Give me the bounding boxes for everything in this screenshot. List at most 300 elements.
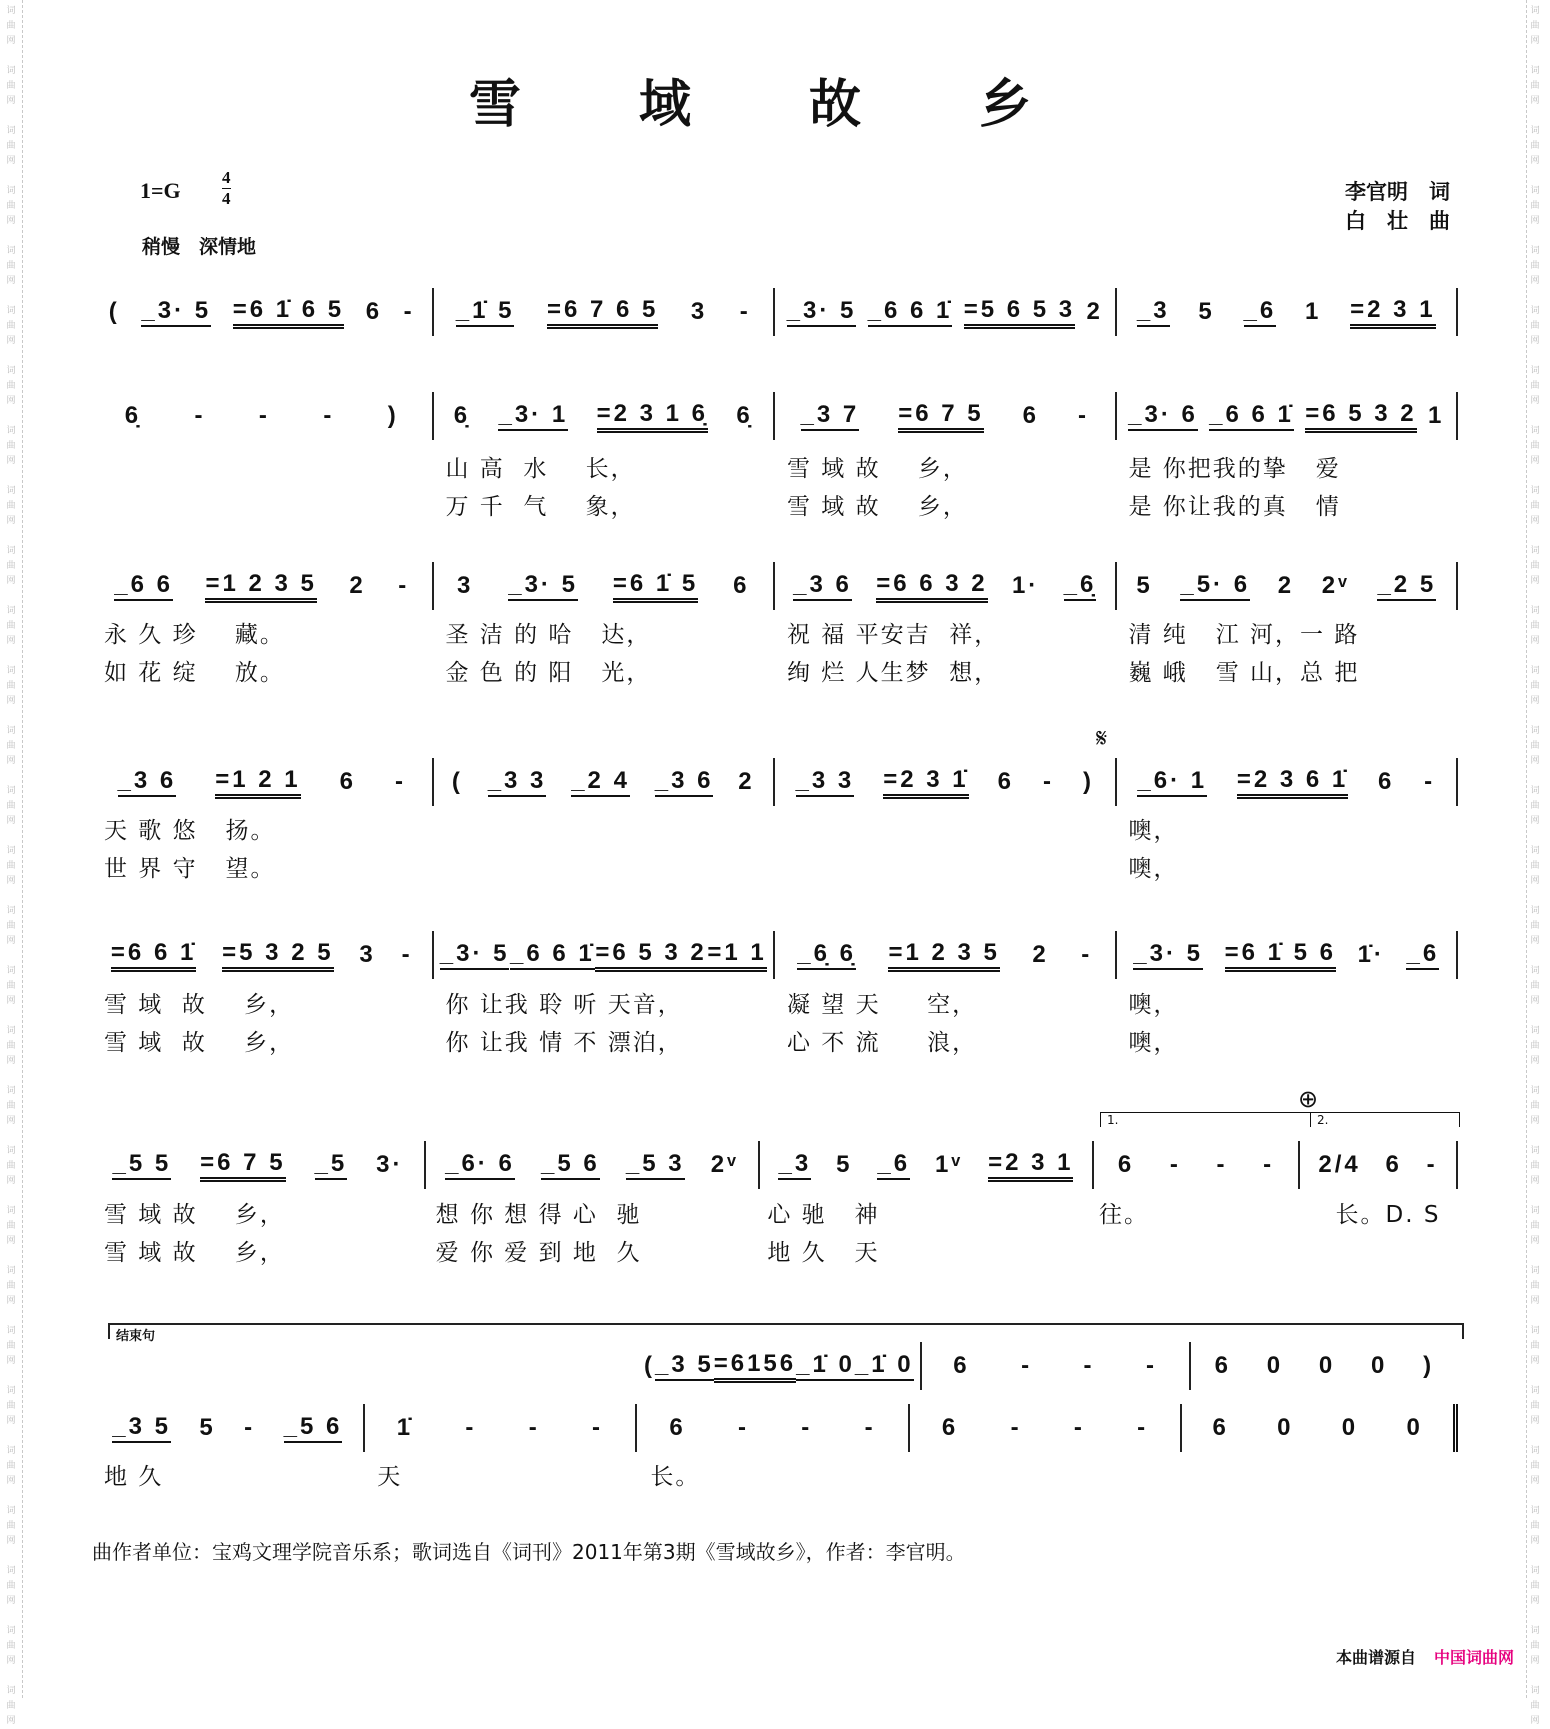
note-group: - [591,1414,603,1441]
measure [434,288,776,336]
note-group: ) [1423,1352,1435,1379]
watermark-text: 词 曲 网 [1530,1446,1540,1486]
lyric-measure: 永 久 珍 藏。 [104,622,285,648]
note-group: _1̇ 0 [855,1351,914,1381]
note-group: 0 [1277,1414,1294,1441]
note-group: - [737,1414,749,1441]
note-group: - [1021,1352,1033,1379]
note-group: 2/4 [1318,1151,1361,1178]
note-group: 2ᵛ [1321,572,1350,599]
note-group: 3 [359,941,376,968]
lyrics-line [92,986,1458,1019]
lyric-measure: 天 歌 悠 扬。 [104,818,276,844]
note-group: =6 7 6 5 [547,296,658,329]
note-group: 5 [836,1151,853,1178]
note-group: - [194,402,206,429]
watermark-text: 词 曲 网 [1530,1386,1540,1426]
note-group: _6̣ 6̣ [797,940,856,970]
note-group: - [1424,768,1436,795]
watermark-text: 词 曲 网 [1530,306,1540,346]
note-group: =6 6 3 2 [876,570,987,603]
note-group: 2 [1086,298,1103,325]
watermark-text: 词 曲 网 [6,1626,16,1666]
note-group: 6 [365,298,383,325]
note-group: 0 [1318,1352,1336,1379]
note-group: =1 1 [707,939,766,972]
measure [910,1404,1183,1452]
measure [1117,758,1459,806]
measure [1117,562,1459,610]
watermark-text: 词 曲 网 [6,1146,16,1186]
lyric-measure [1185,1458,1458,1491]
staff-row [92,296,1458,332]
note-group: 0 [1341,1414,1359,1441]
note-group: ) [387,402,399,429]
lyricist: 李官明 词 [1345,180,1450,204]
note-group: - [394,768,406,795]
lyric-measure: 雪 域 故 乡， [104,1030,295,1056]
note-group: 1̇· [1357,941,1385,968]
watermark-text: 词 曲 网 [1530,246,1540,286]
measure [1182,1404,1458,1452]
watermark-text: 词 曲 网 [6,186,16,226]
watermark-text: 词 曲 网 [6,66,16,106]
composer: 白 壮 曲 [1345,209,1450,233]
lyric-measure: 噢， [1128,1030,1179,1056]
watermark-text: 词 曲 网 [1530,1026,1540,1066]
watermark-text: 词 曲 网 [6,1686,16,1726]
note-group: _3 5 [655,1351,714,1381]
note-group: 0 [1370,1352,1388,1379]
watermark-text: 词 曲 网 [1530,846,1540,886]
note-group: =2 3 1 [988,1149,1073,1182]
watermark-text: 词 曲 网 [6,1266,16,1306]
lyric-measure: 爱 你 爱 到 地 久 [435,1240,642,1266]
note-group: 3· [376,1151,404,1178]
watermark-text: 词 曲 网 [1530,486,1540,526]
note-group: _3· 5 [508,571,578,601]
note-group: 6 [1212,1414,1229,1441]
lyric-measure [912,1458,1185,1491]
staff-row [92,766,1458,802]
measure [1117,288,1459,336]
time-bottom: 4 [222,189,231,208]
note-group: _6· 6 [445,1150,515,1180]
note-group: - [1146,1352,1157,1379]
lyric-measure: 长。D. S [1307,1202,1441,1228]
note-group: =6 7 5 [200,1149,285,1182]
watermark-text: 词 曲 网 [1530,126,1540,166]
note-group: - [739,298,751,325]
staff-row [92,939,1458,975]
note-group: 6 [669,1414,686,1441]
source-label: 本曲谱源自 [1335,1648,1416,1667]
lyric-measure: 噢， [1128,856,1179,882]
lyric-measure: 山 高 水 长， [445,456,636,482]
note-group: _6 6 1̇ [510,940,595,970]
note-group: - [1216,1151,1228,1178]
note-group: 6 [1117,1151,1135,1178]
measure [92,1404,365,1452]
watermark-text: 词 曲 网 [6,666,16,706]
watermark-text: 词 曲 网 [6,486,16,526]
watermark-text: 词 曲 网 [6,1026,16,1066]
measure [1191,1342,1458,1390]
watermark-text: 词 曲 网 [1530,906,1540,946]
lyrics-line [92,850,1458,883]
note-group: _3 6 [118,767,177,797]
note-group: _5 5 [112,1150,171,1180]
measure [434,931,776,979]
lyric-measure: 地 久 天 [767,1240,880,1266]
watermark-text: 词 曲 网 [6,1386,16,1426]
left-margin-line [22,0,23,1698]
note-group: _3 6 [655,767,714,797]
watermark-text: 词 曲 网 [6,1446,16,1486]
measure [92,392,434,440]
watermark-text: 词 曲 网 [6,606,16,646]
lyric-measure: 噢， [1128,818,1179,844]
measure [760,1141,1094,1189]
note-group: _3 [1137,297,1170,327]
note-group: - [1073,1414,1085,1441]
note-group: - [403,298,415,325]
note-group: - [1137,1414,1149,1441]
measure [365,1404,638,1452]
note-group: 1· [1011,572,1040,599]
measure [434,562,776,610]
lyrics-line [92,1458,1458,1491]
lyric-measure: 凝 望 天 空， [787,992,978,1018]
note-group: - [1077,402,1089,429]
note-group: 6̣ [453,402,471,429]
staff-row [92,400,1458,436]
note-group: 6 [733,572,750,599]
lyric-measure: 噢， [1128,992,1179,1018]
note-group: _5· 6 [1180,571,1250,601]
note-group: =5 3 2 5 [222,939,333,972]
measure [426,1141,760,1189]
watermark-text: 词 曲 网 [6,6,16,46]
note-group: _3 7 [801,401,860,431]
lyric-measure: 世 界 守 望。 [104,856,276,882]
right-margin-line [1526,0,1527,1698]
measure [922,1342,1191,1390]
note-group: 2ᵛ [710,1151,739,1178]
note-group: ( [108,298,120,325]
note-group: _2 4 [571,767,630,797]
lyric-measure [92,488,434,521]
watermark-text: 词 曲 网 [6,246,16,286]
measure [775,562,1117,610]
note-group: 6 [1378,768,1395,795]
note-group: 6 [941,1414,959,1441]
note-group: =1 2 1 [215,766,300,799]
lyric-measure: 心 不 流 浪， [787,1030,978,1056]
watermark-text: 词 曲 网 [6,1206,16,1246]
note-group: - [1426,1151,1438,1178]
watermark-text: 词 曲 网 [6,966,16,1006]
note-group: 1 [1427,402,1445,429]
ending-upper-row [638,1350,1458,1386]
watermark-text: 词 曲 网 [1530,426,1540,466]
tempo-marking: 稍慢 深情地 [142,236,257,258]
note-group: 2 [738,768,755,795]
lyrics-line [92,488,1458,521]
note-group: =6 1̇ 5 6 [1225,939,1336,972]
watermark-text: 词 曲 网 [1530,1506,1540,1546]
watermark-text: 词 曲 网 [6,1566,16,1606]
watermark-text: 词 曲 网 [1530,966,1540,1006]
measure [92,758,434,806]
watermark-text: 词 曲 网 [6,846,16,886]
note-group: _6 [1244,297,1277,327]
volta-2: 2. [1310,1112,1460,1127]
note-group: _3 [778,1150,811,1180]
watermark-text: 词 曲 网 [1530,1206,1540,1246]
watermark-text: 词 曲 网 [1530,1086,1540,1126]
measure [775,931,1117,979]
note-group: _6 6 1̇ [868,297,953,327]
note-group: 0 [1406,1414,1423,1441]
watermark-text: 词 曲 网 [1530,1626,1540,1666]
note-group: 5 [1198,298,1215,325]
note-group: - [1010,1414,1022,1441]
watermark-text: 词 曲 网 [6,906,16,946]
note-group: =6 1̇ 5 [613,570,698,603]
note-group: _1̇ 5 [456,297,515,327]
note-group: - [1083,1352,1095,1379]
watermark-text: 词 曲 网 [1530,66,1540,106]
measure [92,288,434,336]
lyric-measure [1296,1234,1458,1267]
lyric-measure: 往。 [1098,1202,1149,1228]
note-group: - [1263,1151,1275,1178]
note-group: _6 6 1̇ [1209,401,1294,431]
note-group: 2 [1032,941,1049,968]
watermark-text: 词 曲 网 [6,546,16,586]
note-group: =2 3 1 6̣ [597,400,708,433]
note-group: =2 3 1 [1350,296,1435,329]
staff-row [92,570,1458,606]
watermark-text: 词 曲 网 [6,1086,16,1126]
note-group: _6 [1406,940,1439,970]
watermark-text: 词 曲 网 [6,126,16,166]
credits [1345,178,1450,236]
note-group: - [1081,941,1093,968]
watermark-text: 词 曲 网 [6,1506,16,1546]
note-group: - [401,941,413,968]
lyric-measure [1087,1234,1296,1267]
note-group: ( [451,768,463,795]
note-group: 1̇ [396,1414,414,1441]
time-top: 4 [222,168,231,187]
note-group: _1̇ 0 [796,1351,855,1381]
watermark-text: 词 曲 网 [6,426,16,466]
lyric-measure: 雪 域 故 乡， [787,456,968,482]
note-group: _3· 1 [498,401,568,431]
note-group: 6 [1214,1352,1232,1379]
note-group: - [1169,1151,1181,1178]
note-group: 2 [349,572,366,599]
lyric-measure: 如 花 绽 放。 [104,660,285,686]
note-group: ( [644,1352,655,1379]
song-title: 雪 域 故 乡 [468,74,1082,135]
note-group: =1 2 3 5 [888,939,999,972]
measure [92,562,434,610]
note-group: _5 6 [541,1150,600,1180]
lyric-measure: 巍 峨 雪 山，总 把 [1128,660,1360,686]
note-group: _6 [877,1150,910,1180]
watermark-text: 词 曲 网 [1530,1686,1540,1726]
note-group: 6 [997,768,1014,795]
note-group: - [323,402,335,429]
note-group: =6 5 3 2 [1305,400,1416,433]
lyric-measure: 雪 域 故 乡， [104,1240,285,1266]
note-group: _3· 5 [787,297,857,327]
note-group: _2 5 [1377,571,1436,601]
lyrics-line [92,1234,1458,1267]
watermark-text: 词 曲 网 [1530,546,1540,586]
note-group: 5 [1136,572,1153,599]
lyric-measure: 天 [377,1464,403,1490]
watermark-text: 词 曲 网 [1530,186,1540,226]
lyrics-line [92,616,1458,649]
note-group: _3· 6 [1128,401,1198,431]
watermark-text: 词 曲 网 [6,366,16,406]
watermark-text: 词 曲 网 [1530,786,1540,826]
note-group: 3 [690,298,708,325]
measure [92,1141,426,1189]
note-group: _6̣ [1064,571,1097,601]
note-group: 6 [1022,402,1039,429]
measure [775,392,1117,440]
note-group: =2 3 1̇ [883,766,968,799]
note-group: _5 [315,1150,348,1180]
watermark-text: 词 曲 网 [1530,1326,1540,1366]
watermark-text: 词 曲 网 [1530,606,1540,646]
watermark-text: 词 曲 网 [6,786,16,826]
note-group: 6 [339,768,356,795]
note-group: =1 2 3 5 [205,570,316,603]
note-group: - [465,1414,477,1441]
note-group: _3· 5 [141,297,211,327]
note-group: =6 5 3 2 [595,939,706,972]
lyric-measure: 万 千 气 象， [445,494,636,520]
note-group: 1ᵛ [935,1151,964,1178]
note-group: _3 3 [488,767,547,797]
lyric-measure: 心 驰 神 [767,1202,880,1228]
lyric-measure [775,812,1117,845]
measure [1094,1141,1300,1189]
segno-icon: 𝄋 [1096,724,1108,754]
lyric-measure: 雪 域 故 乡， [104,992,295,1018]
note-group: =6 7 5 [898,400,983,433]
lyric-measure: 长。 [650,1464,701,1490]
lyric-measure: 是 你把我的挚 爱 [1128,456,1341,482]
note-group: 3 [456,572,474,599]
note-group: _3· 5 [440,940,510,970]
note-group: _3 6 [793,571,852,601]
note-group: =6156 [714,1350,796,1383]
note-group: _5 3 [626,1150,685,1180]
note-group: 2 [1277,572,1295,599]
lyric-measure [775,850,1117,883]
lyric-measure: 地 久 [104,1464,164,1490]
lyric-measure: 是 你让我的真 情 [1128,494,1341,520]
note-group: 6̣ [736,402,753,429]
watermark-text: 词 曲 网 [6,306,16,346]
watermark-text: 词 曲 网 [1530,726,1540,766]
note-group: 5 [199,1414,216,1441]
key-signature: 1=G [140,178,181,203]
measure [434,758,776,806]
note-group: =2 3 6 1̇ [1237,766,1348,799]
footer-note: 曲作者单位：宝鸡文理学院音乐系；歌词选自《词刊》2011年第3期《雪域故乡》，作者：李官明。 [92,1540,966,1564]
watermark-text: 词 曲 网 [1530,6,1540,46]
note-group: 6 [1385,1151,1402,1178]
lyric-measure: 金 色 的 阳 光， [445,660,652,686]
lyrics-line [92,654,1458,687]
watermark-text: 词 曲 网 [6,726,16,766]
lyric-measure: 你 让我 情 不 漂泊， [445,1030,683,1056]
note-group: - [258,402,270,429]
note-group: 6 [953,1352,970,1379]
coda-icon: ⊕ [1298,1085,1319,1113]
measure [775,758,1117,806]
lyrics-line [92,1024,1458,1057]
lyrics-line [92,1196,1458,1229]
lyric-measure [92,450,434,483]
measure [92,931,434,979]
note-group: 1 [1305,298,1322,325]
note-group: =6 1̇ 6 5 [233,296,344,329]
note-group: - [1042,768,1054,795]
measure [1117,931,1459,979]
watermark-text: 词 曲 网 [1530,1566,1540,1606]
lyric-measure: 想 你 想 得 心 驰 [435,1202,642,1228]
note-group: 6̣ [124,402,142,429]
lyric-measure: 雪 域 故 乡， [104,1202,285,1228]
volta-1: 1. [1100,1112,1312,1127]
note-group: - [244,1414,256,1441]
measure [638,1342,922,1390]
staff-row [92,1412,1458,1448]
staff-row [92,1149,1458,1185]
note-group: _3· 5 [1133,940,1203,970]
note-group: 0 [1266,1352,1284,1379]
time-signature [222,168,231,209]
lyric-measure: 圣 洁 的 哈 达， [445,622,652,648]
source-brand-link[interactable]: 中国词曲网 [1433,1648,1514,1667]
measure [434,392,776,440]
note-group: _6· 1 [1137,767,1207,797]
note-group: _5 6 [284,1413,343,1443]
lyric-measure: 绚 烂 人生梦 想， [787,660,1000,686]
lyric-measure [434,812,776,845]
watermark-text: 词 曲 网 [1530,1146,1540,1186]
note-group: ) [1082,768,1094,795]
lyric-measure: 清 纯 江 河，一 路 [1128,622,1360,648]
note-group: - [398,572,410,599]
lyrics-line [92,450,1458,483]
lyric-measure: 你 让我 聆 听 天音， [445,992,683,1018]
measure [637,1404,910,1452]
lyrics-line [92,812,1458,845]
note-group: _6 6 [114,571,173,601]
watermark-text: 词 曲 网 [1530,1266,1540,1306]
lyric-measure [434,850,776,883]
